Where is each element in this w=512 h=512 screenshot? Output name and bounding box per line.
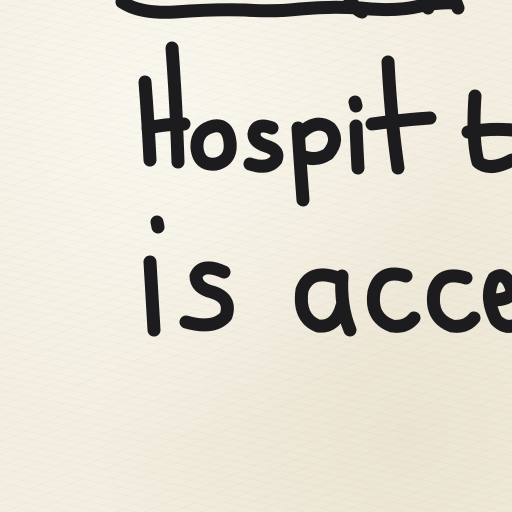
handwritten-line-top-partial [122, 0, 458, 12]
handwritten-line-2 [150, 222, 512, 330]
handwritten-line-1 [145, 48, 512, 200]
